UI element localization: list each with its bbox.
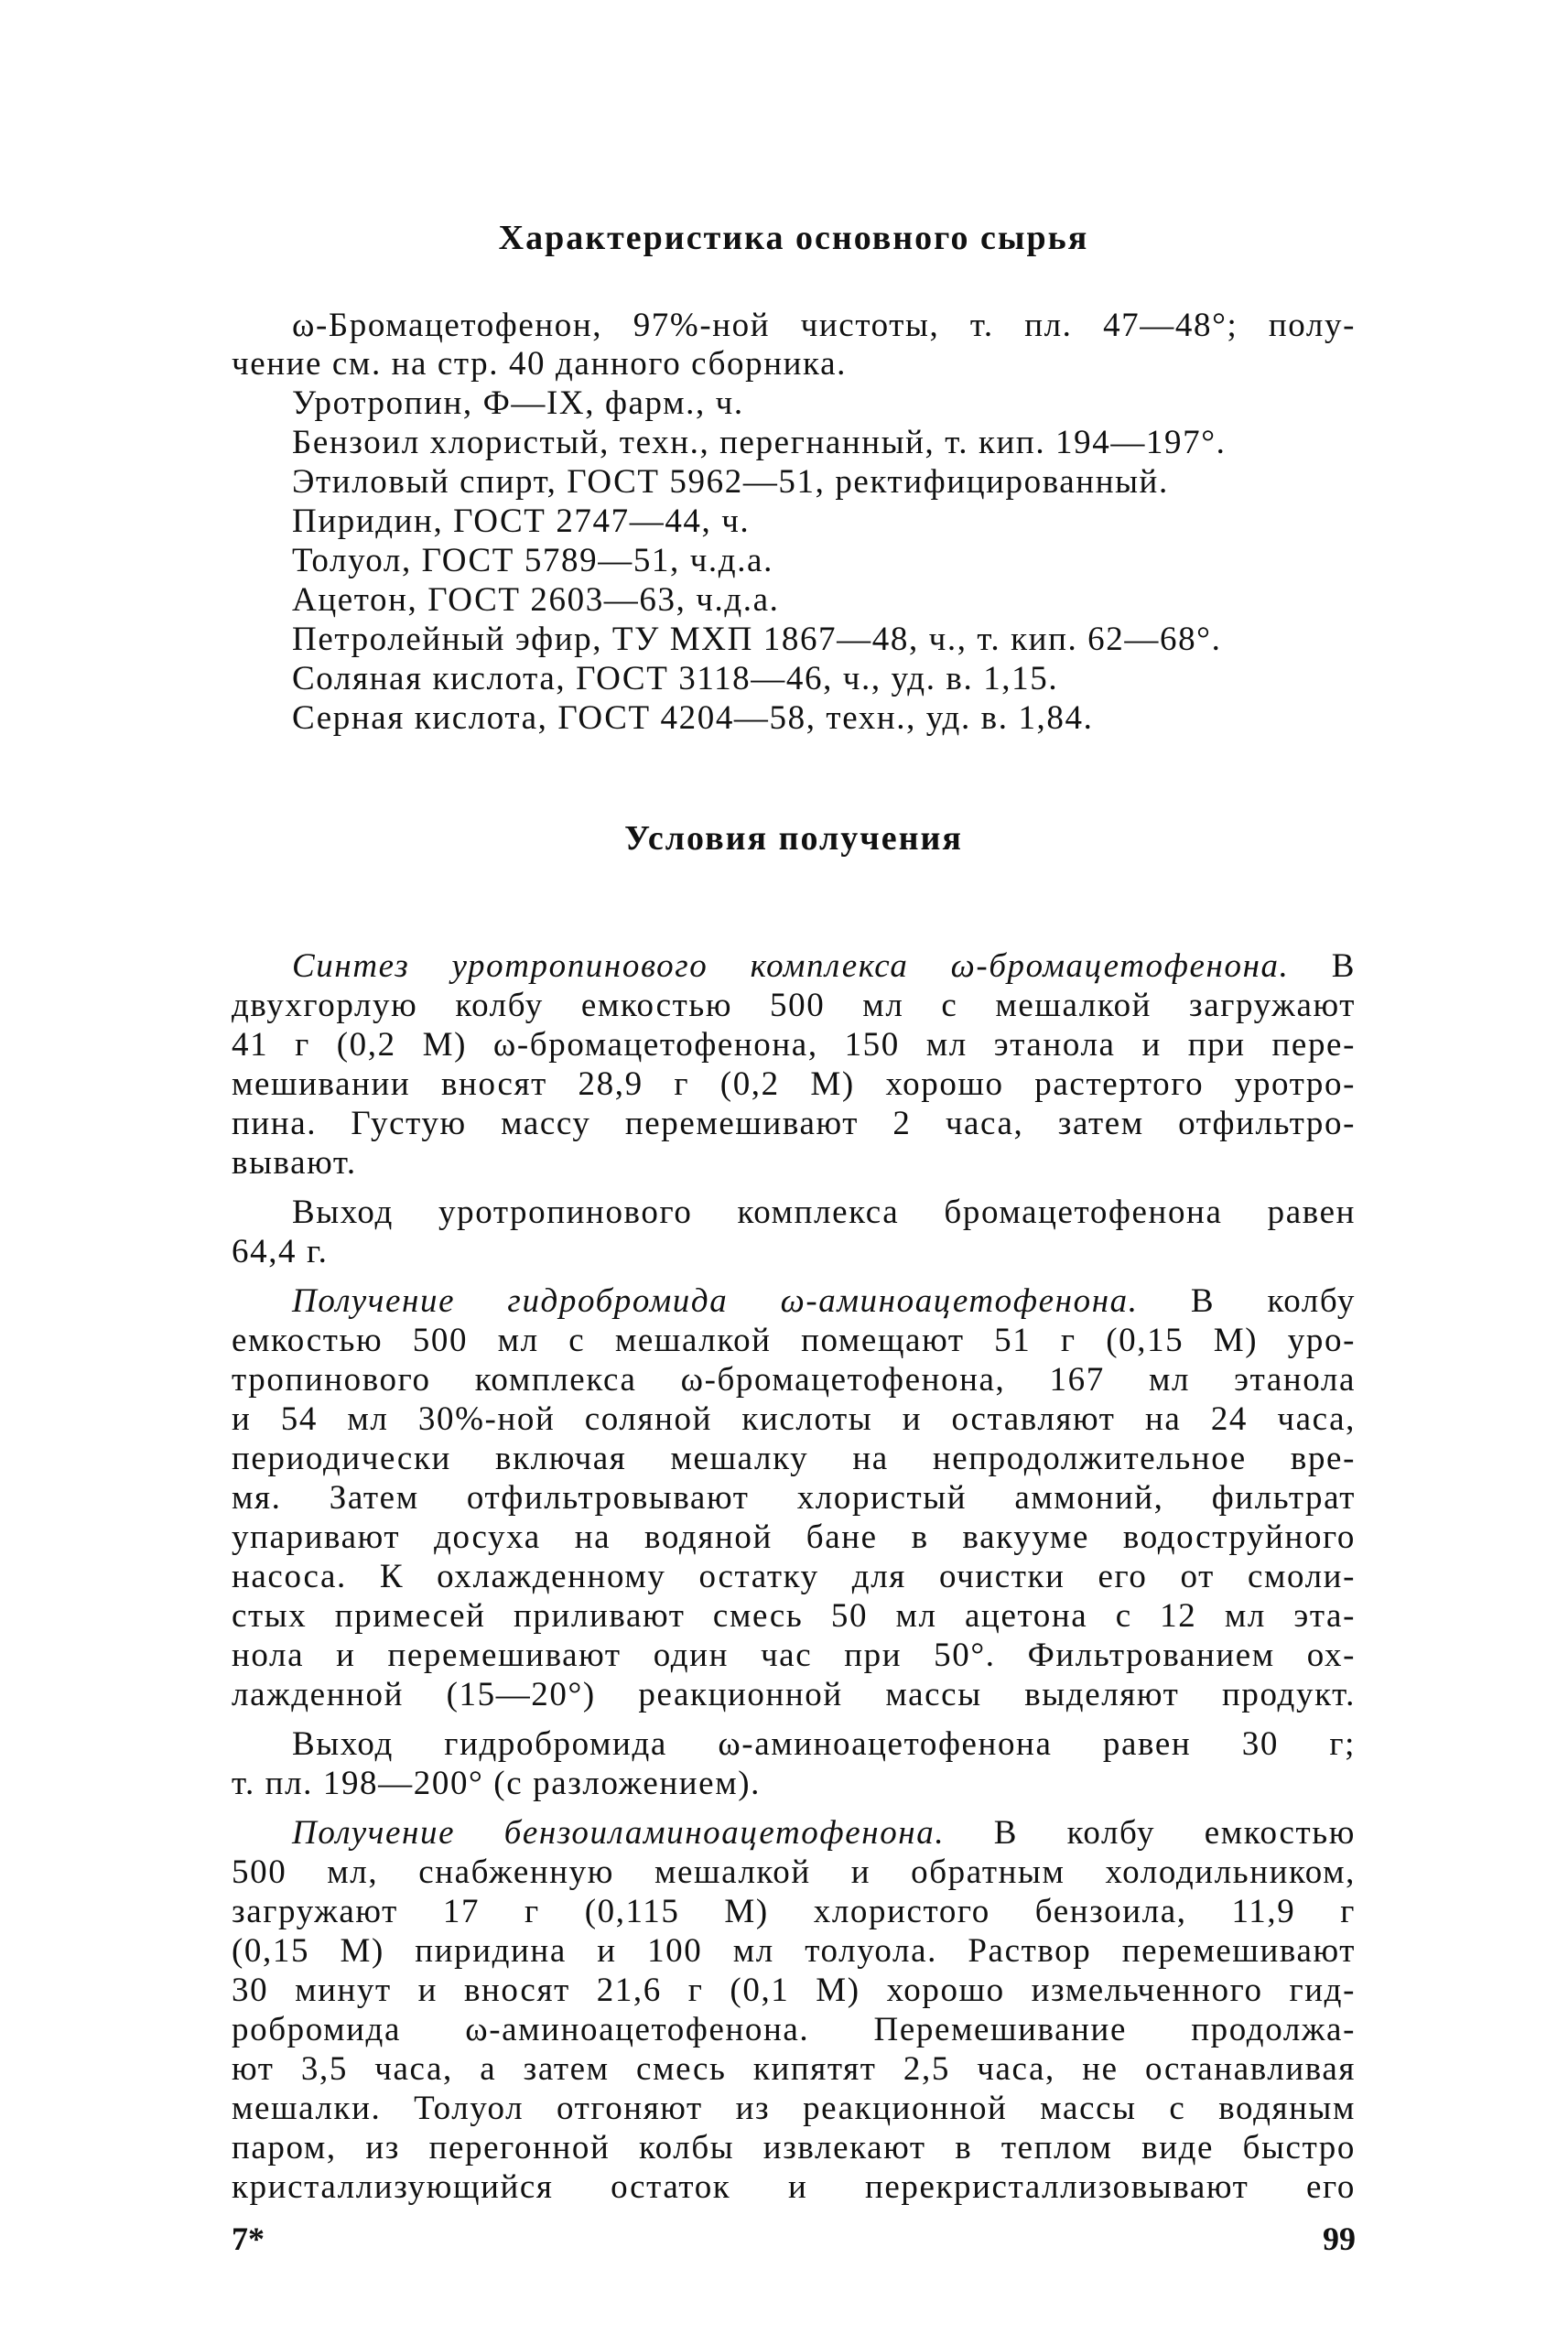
text-line: Выход уротропинового комплекса бромацетофенона равен: [292, 1194, 1356, 1231]
signature-mark: 7*: [232, 2221, 265, 2257]
paragraph-lead: [292, 1813, 1356, 1853]
text-line: чение см. на стр. 40 данного сборника.: [232, 345, 847, 383]
paragraph-lead: [292, 946, 1356, 987]
text-line: Пиридин, ГОСТ 2747—44, ч.: [292, 502, 751, 540]
text-line: ют 3,5 часа, а затем смесь кипятят 2,5 часа, не останавливая: [232, 2050, 1356, 2088]
text-line: кристаллизующийся остаток и перекристаллизовывают его: [232, 2168, 1356, 2206]
text-line: (0,15 М) пиридина и 100 мл толуола. Раствор перемешивают: [232, 1932, 1356, 1970]
text-line: двухгорлую колбу емкостью 500 мл с мешалкой загружают: [232, 987, 1356, 1024]
text-line: 41 г (0,2 М) ω-бромацетофенона, 150 мл этанола и при пере-: [232, 1026, 1356, 1064]
text-line: и 54 мл 30%-ной соляной кислоты и оставляют на 24 часа,: [232, 1400, 1356, 1438]
paragraph-lead: [292, 1281, 1356, 1322]
italic-subheading: Получение бензоиламиноацетофенона.: [292, 1814, 946, 1852]
text-line: вывают.: [232, 1144, 357, 1182]
text-line: загружают 17 г (0,115 М) хлористого бензоила, 11,9 г: [232, 1893, 1356, 1930]
text-line: Петролейный эфир, ТУ МХП 1867—48, ч., т. кип. 62—68°.: [292, 621, 1222, 658]
text-line: пина. Густую массу перемешивают 2 часа, затем отфильтро-: [232, 1105, 1356, 1142]
italic-subheading: Синтез уротропинового комплекса ω-бромацетофенона.: [292, 947, 1290, 985]
text-line: Выход гидробромида ω-аминоацетофенона равен 30 г;: [292, 1725, 1356, 1763]
text-line: мешалки. Толуол отгоняют из реакционной массы с водяным: [232, 2090, 1356, 2127]
text-line: лажденной (15—20°) реакционной массы выделяют продукт.: [232, 1676, 1356, 1713]
text-fragment: В колбу емкостью: [945, 1814, 1356, 1852]
text-line: стых примесей приливают смесь 50 мл ацетона с 12 мл эта-: [232, 1597, 1356, 1635]
text-line: емкостью 500 мл с мешалкой помещают 51 г (0,15 М) уро-: [232, 1322, 1356, 1359]
section-heading-raw-materials: Характеристика основного сырья: [498, 219, 1089, 257]
text-line: Толуол, ГОСТ 5789—51, ч.д.а.: [292, 542, 773, 579]
text-line: Уротропин, Ф—IX, фарм., ч.: [292, 384, 744, 422]
text-line: Соляная кислота, ГОСТ 3118—46, ч., уд. в. 1,15.: [292, 660, 1059, 697]
text-line: мешивании вносят 28,9 г (0,2 М) хорошо растертого уротро-: [232, 1065, 1356, 1103]
text-line: насоса. К охлажденному остатку для очистки его от смоли-: [232, 1558, 1356, 1595]
text-line: Бензоил хлористый, техн., перегнанный, т. кип. 194—197°.: [292, 424, 1227, 461]
text-line: Ацетон, ГОСТ 2603—63, ч.д.а.: [292, 581, 780, 619]
text-line: периодически включая мешалку на непродолжительное вре-: [232, 1440, 1356, 1477]
text-line: 30 минут и вносят 21,6 г (0,1 М) хорошо измельченного гид-: [232, 1972, 1356, 2009]
text-line: мя. Затем отфильтровывают хлористый аммоний, фильтрат: [232, 1479, 1356, 1517]
text-line: тропинового комплекса ω-бромацетофенона, 167 мл этанола: [232, 1361, 1356, 1399]
text-fragment: В: [1289, 947, 1356, 985]
text-fragment: В колбу: [1138, 1282, 1356, 1320]
text-line: 500 мл, снабженную мешалкой и обратным холодильником,: [232, 1853, 1356, 1891]
text-line: паром, из перегонной колбы извлекают в теплом виде быстро: [232, 2129, 1356, 2167]
text-line: упаривают досуха на водяной бане в вакууме водоструйного: [232, 1518, 1356, 1556]
text-line: ω-Бромацетофенон, 97%-ной чистоты, т. пл. 47—48°; полу-: [292, 307, 1356, 344]
page-number: 99: [1323, 2221, 1356, 2257]
section-heading-conditions: Условия получения: [624, 819, 963, 858]
text-line: т. пл. 198—200° (с разложением).: [232, 1765, 761, 1802]
text-line: Серная кислота, ГОСТ 4204—58, техн., уд. в. 1,84.: [292, 699, 1094, 737]
text-line: 64,4 г.: [232, 1233, 329, 1270]
italic-subheading: Получение гидробромида ω-аминоацетофенона.: [292, 1282, 1139, 1320]
text-line: нола и перемешивают один час при 50°. Фильтрованием ох-: [232, 1637, 1356, 1674]
text-line: робромида ω-аминоацетофенона. Перемешивание продолжа-: [232, 2011, 1356, 2048]
text-line: Этиловый спирт, ГОСТ 5962—51, ректифицированный.: [292, 463, 1169, 501]
